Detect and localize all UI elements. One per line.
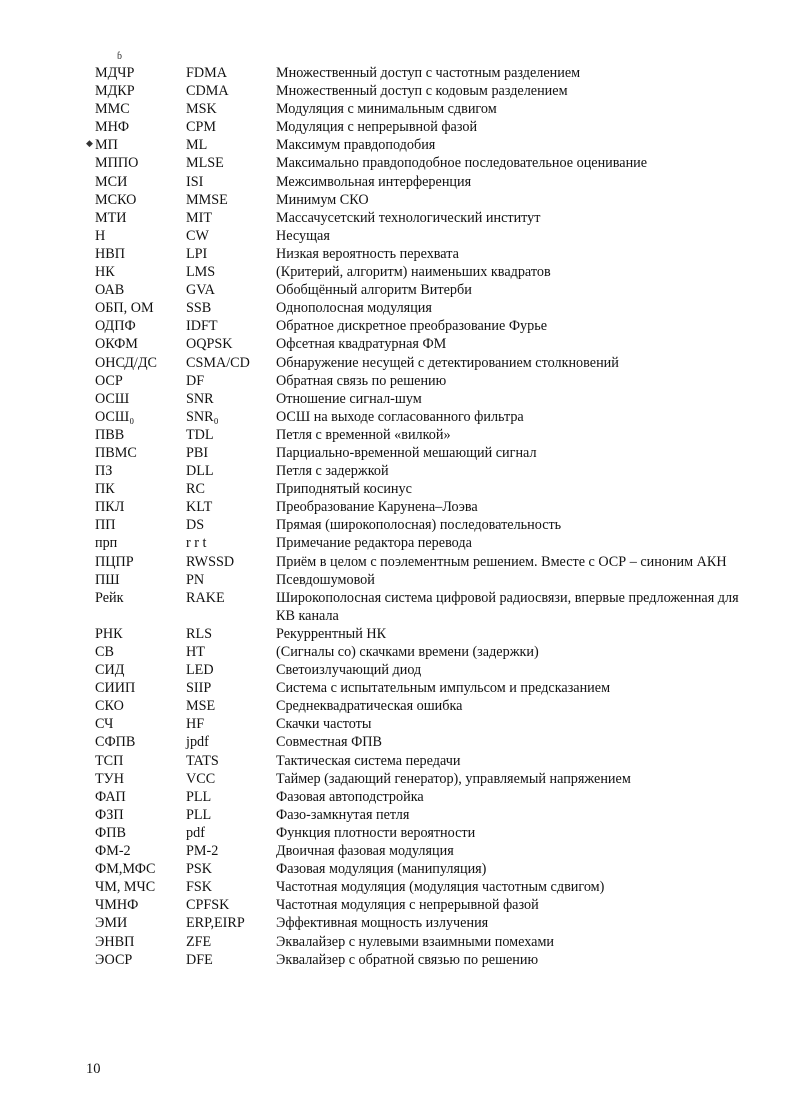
russian-abbreviation: Рейк — [95, 589, 124, 606]
abbreviation-description: Псевдошумовой — [276, 571, 375, 588]
russian-abbreviation: НК — [95, 264, 115, 281]
english-abbreviation: MSE — [186, 698, 216, 715]
abbreviation-row — [95, 191, 755, 209]
english-abbreviation: ERP,EIRP — [186, 915, 245, 932]
abbreviation-row — [95, 933, 755, 951]
scan-speck: ◆ — [86, 138, 93, 148]
russian-abbreviation: МП — [95, 137, 118, 154]
english-abbreviation: VCC — [186, 770, 216, 787]
abbreviation-description: Эквалайзер с нулевыми взаимными помехами — [276, 933, 555, 950]
abbreviation-row — [95, 372, 755, 390]
english-abbreviation: TDL — [186, 426, 214, 443]
abbreviation-description: Отношение сигнал-шум — [276, 390, 422, 407]
english-abbreviation: LPI — [186, 245, 208, 262]
english-abbreviation: DS — [186, 517, 205, 534]
abbreviation-row — [95, 679, 755, 697]
english-abbreviation: TATS — [186, 752, 219, 769]
english-abbreviation: r r t — [186, 535, 207, 552]
abbreviation-row — [95, 589, 755, 625]
russian-abbreviation: СЧ — [95, 716, 114, 733]
english-abbreviation: SIIP — [186, 680, 212, 697]
english-abbreviation: ML — [186, 137, 208, 154]
english-abbreviation: CPM — [186, 119, 216, 136]
russian-abbreviation: Н — [95, 227, 106, 244]
english-abbreviation: CSMA/CD — [186, 354, 250, 371]
english-abbreviation: jpdf — [186, 734, 209, 751]
russian-abbreviation: МСКО — [95, 191, 137, 208]
russian-abbreviation: ТСП — [95, 752, 124, 769]
russian-abbreviation: ПШ — [95, 571, 120, 588]
abbreviation-description: Эффективная мощность излучения — [276, 915, 489, 932]
abbreviation-row — [95, 553, 755, 571]
abbreviation-description: ОСШ на выходе согласованного фильтра — [276, 408, 524, 425]
abbreviation-row — [95, 661, 755, 679]
english-abbreviation: CDMA — [186, 83, 229, 100]
abbreviation-row — [95, 571, 755, 589]
abbreviation-row — [95, 733, 755, 751]
abbreviation-row — [95, 263, 755, 281]
english-abbreviation: FSK — [186, 879, 213, 896]
abbreviation-row — [95, 643, 755, 661]
abbreviation-description: Частотная модуляция с непрерывной фазой — [276, 897, 539, 914]
abbreviation-row — [95, 408, 755, 426]
abbreviation-description: Система с испытательным импульсом и предсказанием — [276, 680, 611, 697]
abbreviation-description: Фазовая автоподстройка — [276, 788, 424, 805]
abbreviation-description: Множественный доступ с частотным разделением — [276, 65, 581, 81]
abbreviation-description: Модуляция с непрерывной фазой — [276, 119, 478, 136]
english-abbreviation: PN — [186, 571, 205, 588]
abbreviation-description: Эквалайзер с обратной связью по решению — [276, 951, 539, 968]
abbreviation-row — [95, 770, 755, 788]
abbreviation-row — [95, 896, 755, 914]
russian-abbreviation: СИИП — [95, 680, 136, 697]
abbreviation-description: Скачки частоты — [276, 716, 372, 733]
abbreviation-row — [95, 498, 755, 516]
abbreviation-description: Петля с задержкой — [276, 463, 389, 480]
abbreviation-description: Обратное дискретное преобразование Фурье — [276, 318, 547, 335]
abbreviation-row — [95, 317, 755, 335]
abbreviation-row — [95, 245, 755, 263]
russian-abbreviation: ПК — [95, 481, 115, 498]
abbreviation-description: Обратная связь по решению — [276, 372, 447, 389]
abbreviation-row — [95, 914, 755, 932]
english-abbreviation: SNR₀ — [186, 408, 219, 425]
russian-abbreviation: МСИ — [95, 173, 128, 190]
abbreviation-row — [95, 878, 755, 896]
abbreviation-description: Множественный доступ с кодовым разделением — [276, 83, 568, 100]
english-abbreviation: LMS — [186, 264, 216, 281]
english-abbreviation: RLS — [186, 625, 213, 642]
abbreviation-description: Таймер (задающий генератор), управляемый напряжением — [276, 770, 631, 787]
abbreviation-description: Фазо-замкнутая петля — [276, 806, 410, 823]
abbreviation-row — [95, 715, 755, 733]
russian-abbreviation: ЧМ, МЧС — [95, 879, 156, 896]
abbreviation-row — [95, 100, 755, 118]
english-abbreviation: CPFSK — [186, 897, 230, 914]
abbreviation-row — [95, 697, 755, 715]
abbreviation-row — [95, 281, 755, 299]
russian-abbreviation: ЭМИ — [95, 915, 128, 932]
russian-abbreviation: ОСШ₀ — [95, 408, 135, 425]
abbreviation-description: Прямая (широкополосная) последовательность — [276, 517, 562, 534]
english-abbreviation: RAKE — [186, 589, 225, 606]
russian-abbreviation: ПВВ — [95, 426, 125, 443]
english-abbreviation: DF — [186, 372, 205, 389]
english-abbreviation: PSK — [186, 861, 213, 878]
abbreviation-row — [95, 534, 755, 552]
abbreviation-row — [95, 299, 755, 317]
english-abbreviation: DFE — [186, 951, 213, 968]
russian-abbreviation: СВ — [95, 644, 114, 660]
english-abbreviation: KLT — [186, 499, 213, 516]
english-abbreviation: RWSSD — [186, 553, 235, 570]
abbreviation-row — [95, 118, 755, 136]
russian-abbreviation: ФПВ — [95, 824, 126, 841]
english-abbreviation: FDMA — [186, 65, 227, 81]
russian-abbreviation: ОДПФ — [95, 318, 136, 335]
abbreviation-description: Среднеквадратическая ошибка — [276, 698, 463, 715]
russian-abbreviation: ФАП — [95, 788, 126, 805]
abbreviation-description: Низкая вероятность перехвата — [276, 245, 459, 262]
english-abbreviation: RC — [186, 481, 205, 498]
english-abbreviation: PBI — [186, 444, 209, 461]
english-abbreviation: SSB — [186, 300, 212, 317]
abbreviation-description: Приём в целом с поэлементным решением. Вместе с ОСР – синоним АКН — [276, 553, 727, 570]
abbreviation-description: Рекуррентный НК — [276, 625, 387, 642]
russian-abbreviation: СИД — [95, 662, 125, 679]
abbreviation-description: Двоичная фазовая модуляция — [276, 843, 454, 860]
english-abbreviation: HF — [186, 716, 205, 733]
abbreviation-description: Фазовая модуляция (манипуляция) — [276, 861, 487, 878]
page-number: 10 — [86, 1061, 101, 1077]
abbreviation-row — [95, 462, 755, 480]
russian-abbreviation: ПЦПР — [95, 553, 134, 570]
abbreviation-description: Петля с временной «вилкой» — [276, 426, 451, 443]
russian-abbreviation: ОНСД/ДС — [95, 354, 158, 371]
english-abbreviation: MLSE — [186, 155, 224, 172]
abbreviation-description: Частотная модуляция (модуляция частотным сдвигом) — [276, 879, 605, 896]
abbreviation-row — [95, 516, 755, 534]
russian-abbreviation: МППО — [95, 155, 139, 172]
abbreviation-row — [95, 390, 755, 408]
english-abbreviation: PLL — [186, 806, 212, 823]
english-abbreviation: CW — [186, 227, 209, 244]
abbreviation-row — [95, 752, 755, 770]
abbreviation-description: Межсимвольная интерференция — [276, 173, 472, 190]
abbreviation-description: Обобщённый алгоритм Витерби — [276, 282, 472, 299]
abbreviation-description: Минимум СКО — [276, 191, 369, 208]
abbreviation-description: Совместная ФПВ — [276, 734, 383, 751]
abbreviation-row — [95, 426, 755, 444]
russian-abbreviation: ОКФМ — [95, 336, 138, 353]
abbreviation-description: Широкополосная система цифровой радиосвязи, впервые предложенная для КВ канала — [276, 589, 739, 624]
russian-abbreviation: ТУН — [95, 770, 124, 787]
abbreviation-description: (Критерий, алгоритм) наименьших квадратов — [276, 264, 551, 281]
abbreviation-description: (Сигналы со) скачками времени (задержки) — [276, 644, 539, 660]
english-abbreviation: pdf — [186, 824, 205, 841]
abbreviation-row — [95, 136, 755, 154]
abbreviation-description: Массачусетский технологический институт — [276, 209, 541, 226]
english-abbreviation: ISI — [186, 173, 204, 190]
russian-abbreviation: ПКЛ — [95, 499, 125, 516]
russian-abbreviation: МДЧР — [95, 65, 135, 81]
russian-abbreviation: ОАВ — [95, 282, 125, 299]
abbreviation-description: Приподнятый косинус — [276, 481, 412, 498]
russian-abbreviation: МДКР — [95, 83, 135, 100]
abbreviation-row — [95, 154, 755, 172]
abbreviation-row — [95, 82, 755, 100]
abbreviation-row — [95, 788, 755, 806]
abbreviation-description: Преобразование Карунена–Лоэва — [276, 499, 478, 516]
abbreviation-row — [95, 824, 755, 842]
russian-abbreviation: ПП — [95, 517, 116, 534]
abbreviation-list — [95, 64, 755, 969]
abbreviation-description: Обнаружение несущей с детектированием столкновений — [276, 354, 619, 371]
russian-abbreviation: ОБП, ОМ — [95, 300, 154, 317]
english-abbreviation: HT — [186, 644, 205, 660]
english-abbreviation: MMSE — [186, 191, 228, 208]
russian-abbreviation: ЧМНФ — [95, 897, 139, 914]
english-abbreviation: LED — [186, 662, 214, 679]
russian-abbreviation: ОСР — [95, 372, 123, 389]
russian-abbreviation: МНФ — [95, 119, 130, 136]
abbreviation-row — [95, 335, 755, 353]
abbreviation-row — [95, 842, 755, 860]
english-abbreviation: GVA — [186, 282, 215, 299]
abbreviation-description: Примечание редактора перевода — [276, 535, 472, 552]
russian-abbreviation: ЭНВП — [95, 933, 135, 950]
russian-abbreviation: СФПВ — [95, 734, 136, 751]
abbreviation-description: Функция плотности вероятности — [276, 824, 476, 841]
abbreviation-row — [95, 354, 755, 372]
russian-abbreviation: ПВМС — [95, 444, 137, 461]
russian-abbreviation: РНК — [95, 625, 123, 642]
english-abbreviation: ZFE — [186, 933, 212, 950]
russian-abbreviation: ЭОСР — [95, 951, 133, 968]
russian-abbreviation: ФМ,МФС — [95, 861, 156, 878]
abbreviation-description: Однополосная модуляция — [276, 300, 432, 317]
abbreviation-description: Максимально правдоподобное последовательное оценивание — [276, 155, 648, 172]
abbreviation-description: Несущая — [276, 227, 330, 244]
english-abbreviation: SNR — [186, 390, 214, 407]
abbreviation-description: Максимум правдоподобия — [276, 137, 436, 154]
russian-abbreviation: ФМ-2 — [95, 843, 131, 860]
abbreviation-description: Тактическая система передачи — [276, 752, 461, 769]
russian-abbreviation: СКО — [95, 698, 124, 715]
abbreviation-row — [95, 860, 755, 878]
abbreviation-row — [95, 173, 755, 191]
abbreviation-row — [95, 806, 755, 824]
english-abbreviation: DLL — [186, 463, 214, 480]
abbreviation-description: Парциально-временной мешающий сигнал — [276, 444, 537, 461]
russian-abbreviation: ОСШ — [95, 390, 130, 407]
russian-abbreviation: ФЗП — [95, 806, 124, 823]
english-abbreviation: PM-2 — [186, 843, 219, 860]
abbreviation-row — [95, 64, 755, 82]
english-abbreviation: PLL — [186, 788, 212, 805]
abbreviation-description: Офсетная квадратурная ФМ — [276, 336, 447, 353]
abbreviation-row — [95, 951, 755, 969]
abbreviation-row — [95, 444, 755, 462]
russian-abbreviation: ММС — [95, 101, 130, 118]
english-abbreviation: OQPSK — [186, 336, 233, 353]
russian-abbreviation: ПЗ — [95, 463, 113, 480]
abbreviation-row — [95, 480, 755, 498]
english-abbreviation: MIT — [186, 209, 213, 226]
scan-speck: ɓ — [117, 51, 122, 62]
russian-abbreviation: МТИ — [95, 209, 127, 226]
abbreviation-description: Модуляция с минимальным сдвигом — [276, 101, 497, 118]
english-abbreviation: IDFT — [186, 318, 218, 335]
abbreviation-description: Светоизлучающий диод — [276, 662, 422, 679]
russian-abbreviation: НВП — [95, 245, 125, 262]
abbreviation-row — [95, 227, 755, 245]
abbreviation-row — [95, 625, 755, 643]
russian-abbreviation: прп — [95, 535, 118, 552]
abbreviation-row — [95, 209, 755, 227]
english-abbreviation: MSK — [186, 101, 217, 118]
